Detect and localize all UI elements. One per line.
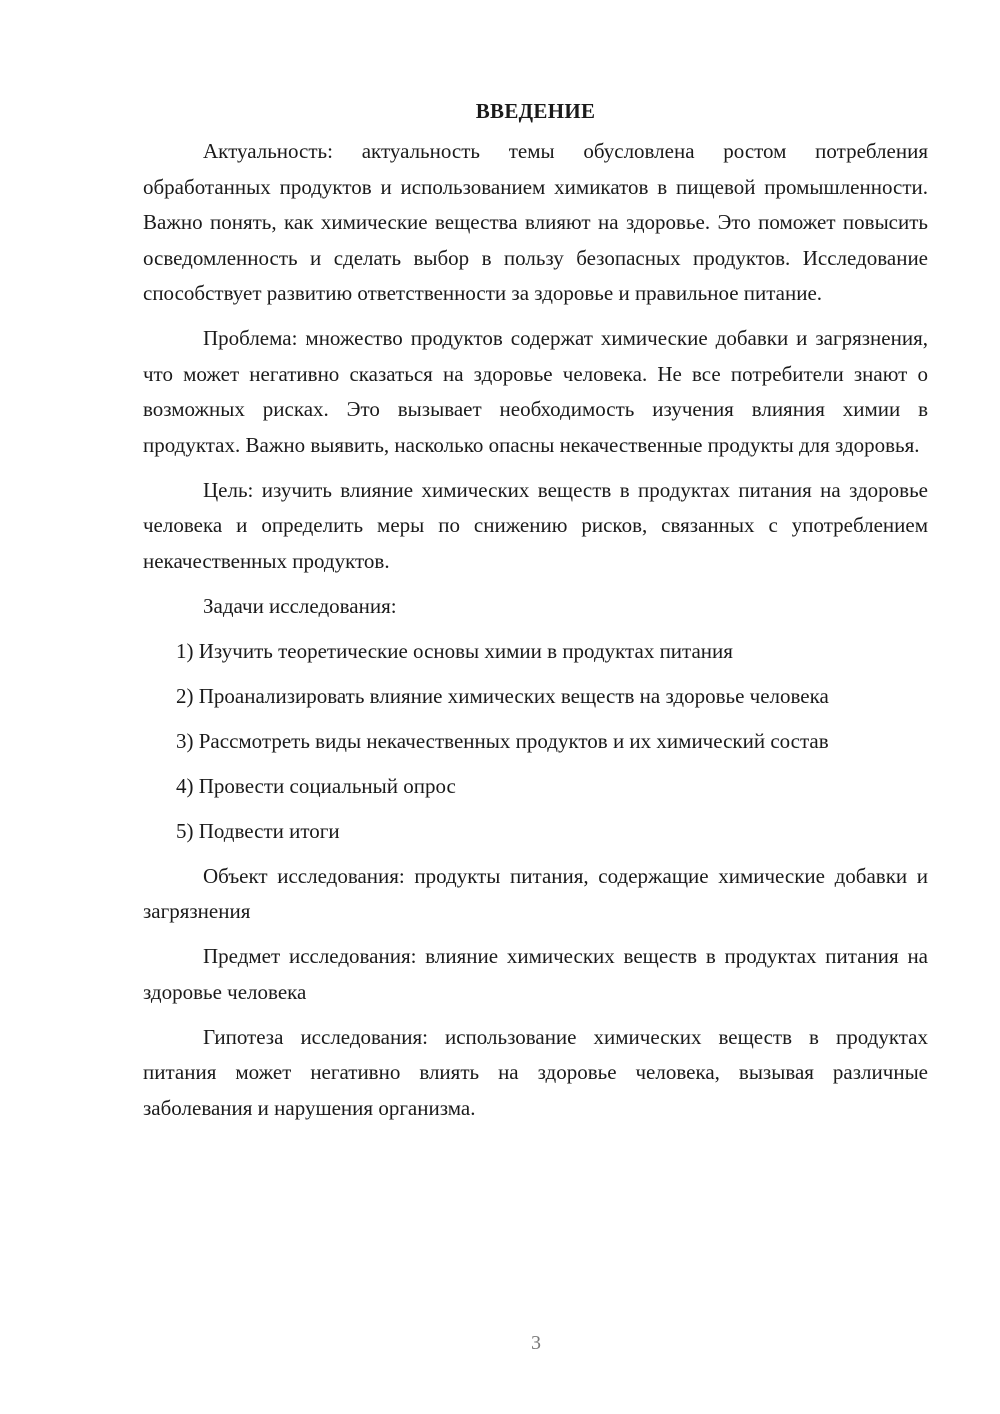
- task-item: 4) Провести социальный опрос: [176, 773, 456, 798]
- paragraph-relevance: Актуальность: актуальность темы обусловлена ростом потребления обработанных продуктов и использованием химикатов в пищевой промышленности. Важно понять, как химические вещества влияют на здоровье. Это поможет повысить осведомленность и сделать выбор в пользу безопасных продуктов. Исследование способствует развитию ответственности за здоровье и правильное питание.: [143, 139, 928, 305]
- paragraph-hypothesis: Гипотеза исследования: использование химических веществ в продуктах питания может негативно влиять на здоровье человека, вызывая различные заболевания и нарушения организма.: [143, 1024, 928, 1120]
- paragraph-object: Объект исследования: продукты питания, содержащие химические добавки и загрязнения: [143, 863, 928, 923]
- paragraph-goal: Цель: изучить влияние химических веществ в продуктах питания на здоровье человека и определить меры по снижению рисков, связанных с употреблением некачественных продуктов.: [143, 477, 928, 573]
- tasks-heading: Задачи исследования:: [203, 593, 397, 618]
- paragraph-subject: Предмет исследования: влияние химических веществ в продуктах питания на здоровье человека: [143, 944, 928, 1004]
- task-item: 3) Рассмотреть виды некачественных продуктов и их химический состав: [176, 728, 829, 753]
- page-number: 3: [531, 1332, 541, 1354]
- paragraph-problem: Проблема: множество продуктов содержат химические добавки и загрязнения, что может негативно сказаться на здоровье человека. Не все потребители знают о возможных рисках. Это вызывает необходимость изучения влияния химии в продуктах. Важно выявить, насколько опасны некачественные продукты для здоровья.: [143, 326, 928, 457]
- task-item: 5) Подвести итоги: [176, 818, 340, 843]
- document-page: [143, 96, 928, 1136]
- task-item: 1) Изучить теоретические основы химии в продуктах питания: [176, 638, 733, 663]
- page-title: ВВЕДЕНИЕ: [475, 99, 596, 123]
- task-item: 2) Проанализировать влияние химических веществ на здоровье человека: [176, 683, 829, 708]
